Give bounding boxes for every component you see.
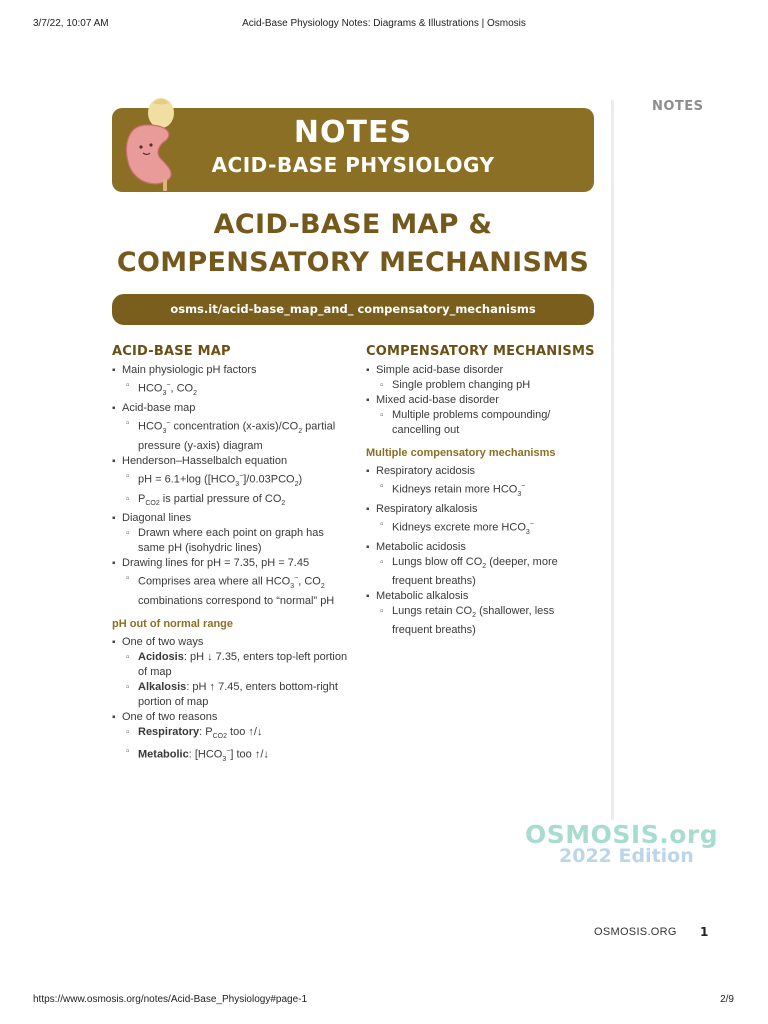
list-item: ▪ Respiratory acidosis [366,464,596,479]
list-item: ▪ Main physiologic pH factors [112,363,352,378]
list-item: ▫ Lungs retain $CO_2$ (shallower, less frequent breaths) [366,604,596,638]
list-item: ▫ Drawn where each point on graph has same pH (isohydric lines) [112,526,352,556]
list-item: ▫ Lungs blow off $CO_2$ (deeper, more frequent breaths) [366,555,596,589]
side-divider [611,100,614,820]
footer-site: OSMOSIS.ORG [594,926,677,938]
left-column [112,344,352,767]
sidebar-notes-label: NOTES [652,99,704,114]
subheading-ph-out-of-range: pH out of normal range [112,617,233,630]
print-url[interactable]: https://www.osmosis.org/notes/Acid-Base_Physiology#page-1 [33,994,308,1005]
watermark-brand: OSMOSIS.org [525,820,719,849]
list-item: ▫ Multiple problems compounding/ cancelling out [366,408,596,438]
osmosis-watermark-logo [525,820,719,867]
banner-title: NOTES [293,115,413,150]
list-item: ▪ Respiratory alkalosis [366,502,596,517]
footer-page-number: 1 [700,925,709,939]
list-item: ▫ Kidneys excrete more $HCO_3^-$ [366,517,596,540]
print-tab-title: Acid-Base Physiology Notes: Diagrams & Illustrations | Osmosis [242,18,526,29]
list-item: ▫ Alkalosis: pH ↑ 7.45, enters bottom-right portion of map [112,680,352,710]
list-item: ▪ Mixed acid-base disorder [366,393,596,408]
section-heading-compensatory: COMPENSATORY MECHANISMS [366,344,595,359]
list-item: ▫ pH = 6.1+log $([HCO_3^-]/0.03PCO_2)$ [112,469,352,492]
right-column [366,344,596,638]
list-item: ▫ $HCO_3^-$, $CO_2$ [112,378,352,401]
print-date: 3/7/22, 10:07 AM [33,18,109,29]
list-item: ▪ Drawing lines for pH = 7.35, pH = 7.45 [112,556,352,571]
list-item: ▫ Acidosis: pH ↓ 7.35, enters top-left portion of map [112,650,352,680]
list-item: ▪ Acid-base map [112,401,352,416]
list-item: ▫ $HCO_3^-$ concentration $(x-axis)/CO_2$ partial pressure (y-axis) diagram [112,416,352,454]
watermark-edition: 2022 Edition [559,845,694,867]
page-title-line-2: COMPENSATORY MECHANISMS [116,247,590,278]
list-item: ▪ Metabolic alkalosis [366,589,596,604]
list-item: ▫ Metabolic: $[HCO_3^-]$ too ↑/↓ [112,744,352,767]
subheading-multiple-mechanisms: Multiple compensatory mechanisms [366,447,556,459]
list-item: ▫ Comprises area where all $HCO_3^-$, $CO_2$ combinations correspond to “normal” pH [112,571,352,609]
list-item: ▪ One of two reasons [112,710,352,725]
list-item: ▫ Kidneys retain more $HCO_3^-$ [366,479,596,502]
list-item: ▪ Metabolic acidosis [366,540,596,555]
section-heading-acid-base-map: ACID-BASE MAP [112,344,231,359]
page-title-line-1: ACID-BASE MAP & [213,209,493,240]
list-item: ▫ Single problem changing pH [366,378,596,393]
list-item: ▪ Simple acid-base disorder [366,363,596,378]
banner-subtitle: ACID-BASE PHYSIOLOGY [211,153,495,177]
osmosis-link[interactable]: osms.it/acid-base_map_and_ compensatory_mechanisms [170,302,536,316]
list-item: ▪ One of two ways [112,635,352,650]
page-title [112,206,594,282]
print-page-count: 2/9 [720,994,734,1005]
list-item: ▪ Henderson–Hasselbalch equation [112,454,352,469]
list-item: ▪ Diagonal lines [112,511,352,526]
list-item: ▫ Respiratory: $P_{CO2}$ too ↑/↓ [112,725,352,744]
list-item: ▫ $P_{CO2}$ is partial pressure of $CO_2$ [112,492,352,511]
